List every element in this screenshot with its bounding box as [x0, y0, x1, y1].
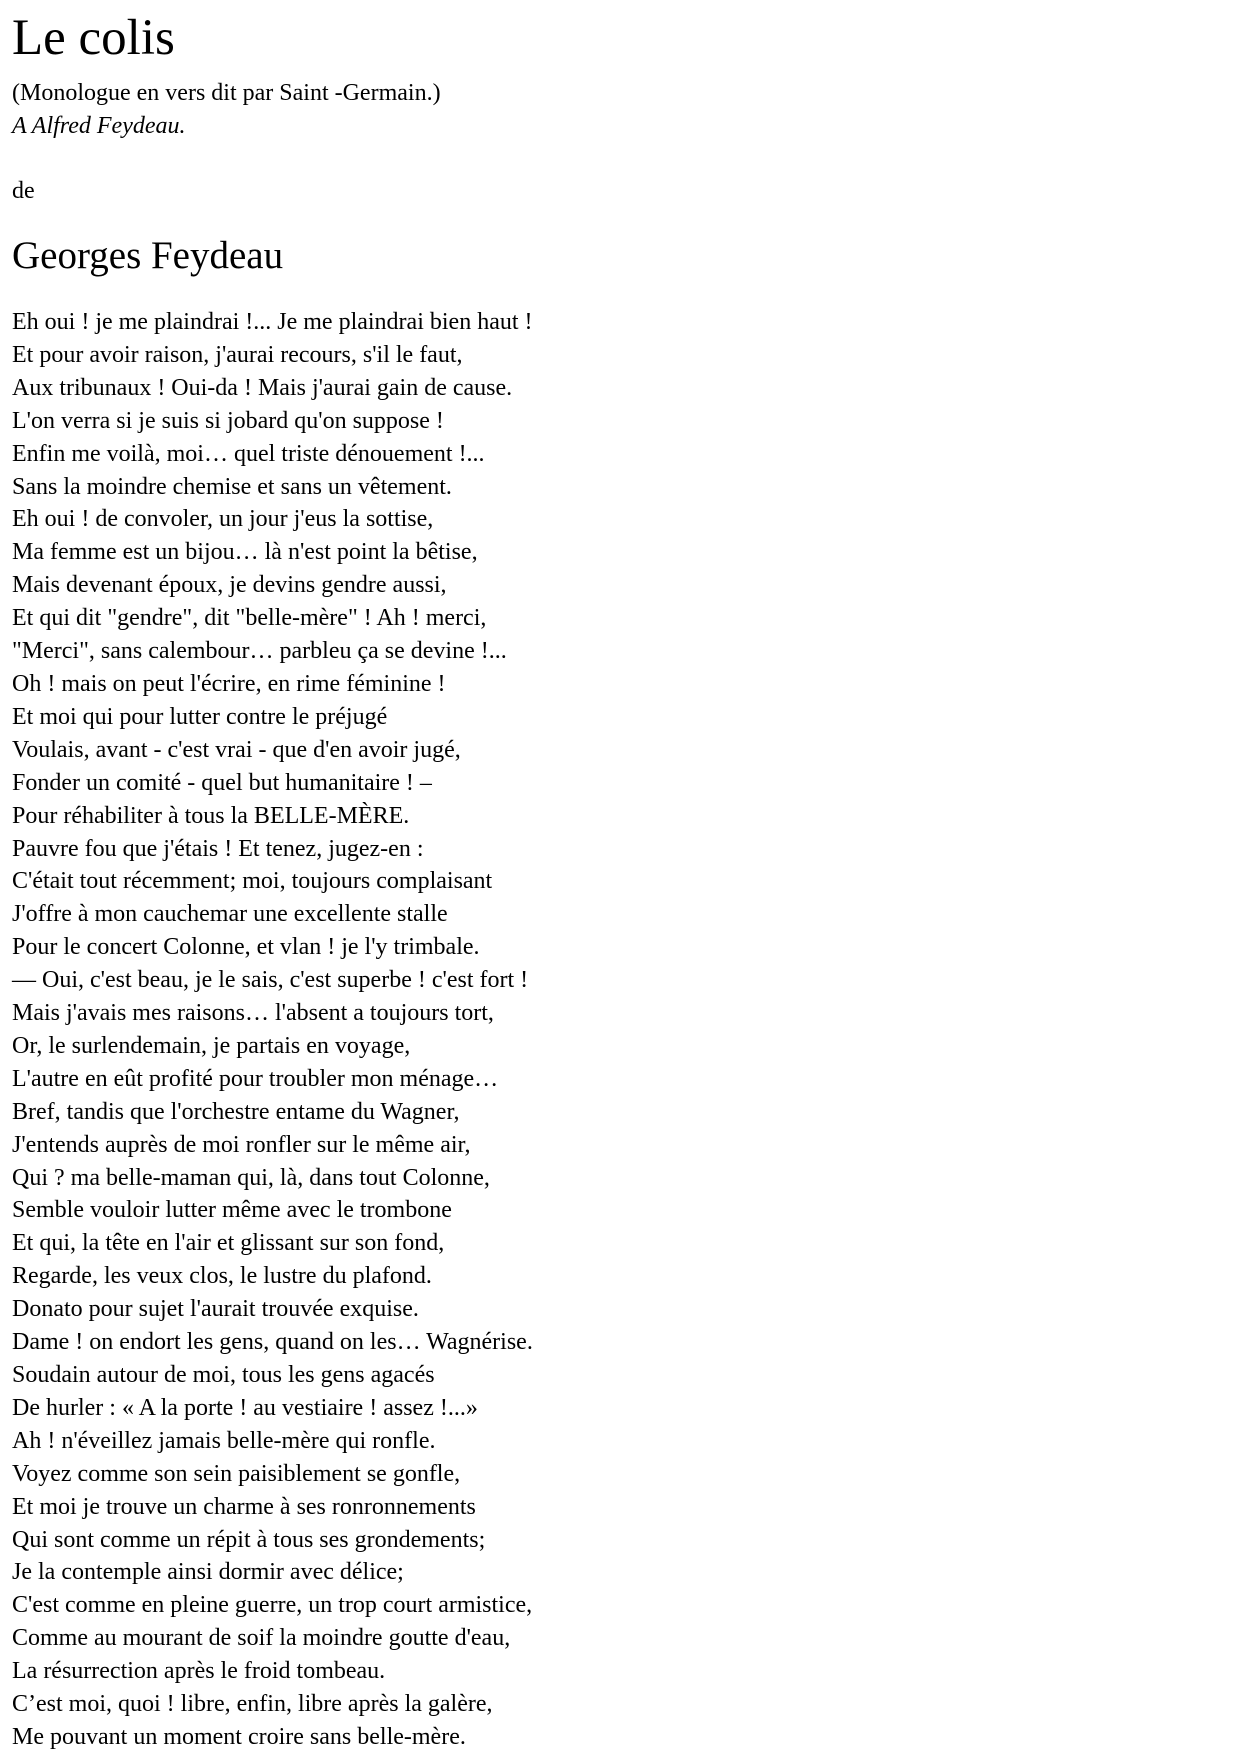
- verse-line: Mais j'avais mes raisons… l'absent a toujours tort,: [12, 1000, 494, 1027]
- verse-line: Dame ! on endort les gens, quand on les… Wagnérise.: [12, 1329, 533, 1356]
- verse-line: J'offre à mon cauchemar une excellente stalle: [12, 901, 448, 928]
- verse-line: Eh oui ! de convoler, un jour j'eus la sottise,: [12, 506, 434, 533]
- verse-line: Sans la moindre chemise et sans un vêtement.: [12, 473, 452, 500]
- verse-line: Comme au mourant de soif la moindre goutte d'eau,: [12, 1625, 511, 1652]
- poem-subtitle: (Monologue en vers dit par Saint -Germain.): [12, 80, 441, 106]
- verse-line: Qui sont comme un répit à tous ses grondements;: [12, 1526, 486, 1553]
- verse-line: Je la contemple ainsi dormir avec délice;: [12, 1559, 404, 1586]
- verse-line: Et qui dit "gendre", dit "belle-mère" ! Ah ! merci,: [12, 605, 487, 632]
- verse-line: Et moi je trouve un charme à ses ronronnements: [12, 1493, 476, 1520]
- verse-line: Me pouvant un moment croire sans belle-mère.: [12, 1723, 466, 1750]
- verse-line: Fonder un comité - quel but humanitaire ! –: [12, 769, 432, 796]
- verse-line: Eh oui ! je me plaindrai !... Je me plaindrai bien haut !: [12, 309, 533, 335]
- verse-list: [12, 306, 1212, 1754]
- verse-line: Voyez comme son sein paisiblement se gonfle,: [12, 1460, 461, 1487]
- verse-line: Bref, tandis que l'orchestre entame du Wagner,: [12, 1098, 460, 1125]
- verse-line: Voulais, avant - c'est vrai - que d'en avoir jugé,: [12, 736, 461, 763]
- verse-line: C'était tout récemment; moi, toujours complaisant: [12, 868, 493, 895]
- verse-line: Qui ? ma belle-maman qui, là, dans tout Colonne,: [12, 1164, 490, 1191]
- verse-line: La résurrection après le froid tombeau.: [12, 1658, 386, 1685]
- verse-line: Oh ! mais on peut l'écrire, en rime féminine !: [12, 670, 446, 697]
- verse-line: C’est moi, quoi ! libre, enfin, libre après la galère,: [12, 1691, 493, 1718]
- verse-line: "Merci", sans calembour… parbleu ça se devine !...: [12, 638, 507, 665]
- verse-line: Ah ! n'éveillez jamais belle-mère qui ronfle.: [12, 1427, 436, 1454]
- verse-line: Enfin me voilà, moi… quel triste dénouement !...: [12, 440, 485, 467]
- verse-line: Pauvre fou que j'étais ! Et tenez, jugez-en :: [12, 835, 424, 862]
- verse-line: Pour le concert Colonne, et vlan ! je l'y trimbale.: [12, 934, 480, 961]
- document-page: [12, 0, 1212, 1754]
- verse-line: C'est comme en pleine guerre, un trop court armistice,: [12, 1592, 533, 1619]
- verse-line: Ma femme est un bijou… là n'est point la bêtise,: [12, 539, 478, 566]
- verse-line: L'on verra si je suis si jobard qu'on suppose !: [12, 407, 444, 434]
- verse-line: J'entends auprès de moi ronfler sur le même air,: [12, 1131, 471, 1158]
- verse-line: Soudain autour de moi, tous les gens agacés: [12, 1362, 435, 1388]
- verse-line: Et qui, la tête en l'air et glissant sur son fond,: [12, 1230, 445, 1257]
- verse-line: Semble vouloir lutter même avec le trombone: [12, 1197, 452, 1224]
- verse-line: — Oui, c'est beau, je le sais, c'est superbe ! c'est fort !: [12, 967, 529, 994]
- verse-line: L'autre en eût profité pour troubler mon ménage…: [12, 1065, 499, 1092]
- verse-line: De hurler : « A la porte ! au vestiaire ! assez !...»: [12, 1394, 478, 1421]
- verse-line: Donato pour sujet l'aurait trouvée exquise.: [12, 1296, 419, 1323]
- verse-line: Et moi qui pour lutter contre le préjugé: [12, 703, 388, 730]
- by-label: de: [12, 178, 35, 204]
- verse-line: Mais devenant époux, je devins gendre aussi,: [12, 572, 447, 599]
- poem-title: Le colis: [12, 10, 175, 66]
- verse-line: Aux tribunaux ! Oui-da ! Mais j'aurai gain de cause.: [12, 374, 513, 401]
- verse-line: Pour réhabiliter à tous la BELLE-MÈRE.: [12, 802, 410, 829]
- poem-dedication: A Alfred Feydeau.: [12, 113, 186, 139]
- verse-line: Regarde, les veux clos, le lustre du plafond.: [12, 1263, 432, 1290]
- author-name: Georges Feydeau: [12, 234, 284, 277]
- verse-line: Or, le surlendemain, je partais en voyage,: [12, 1032, 411, 1059]
- verse-line: Et pour avoir raison, j'aurai recours, s'il le faut,: [12, 341, 463, 368]
